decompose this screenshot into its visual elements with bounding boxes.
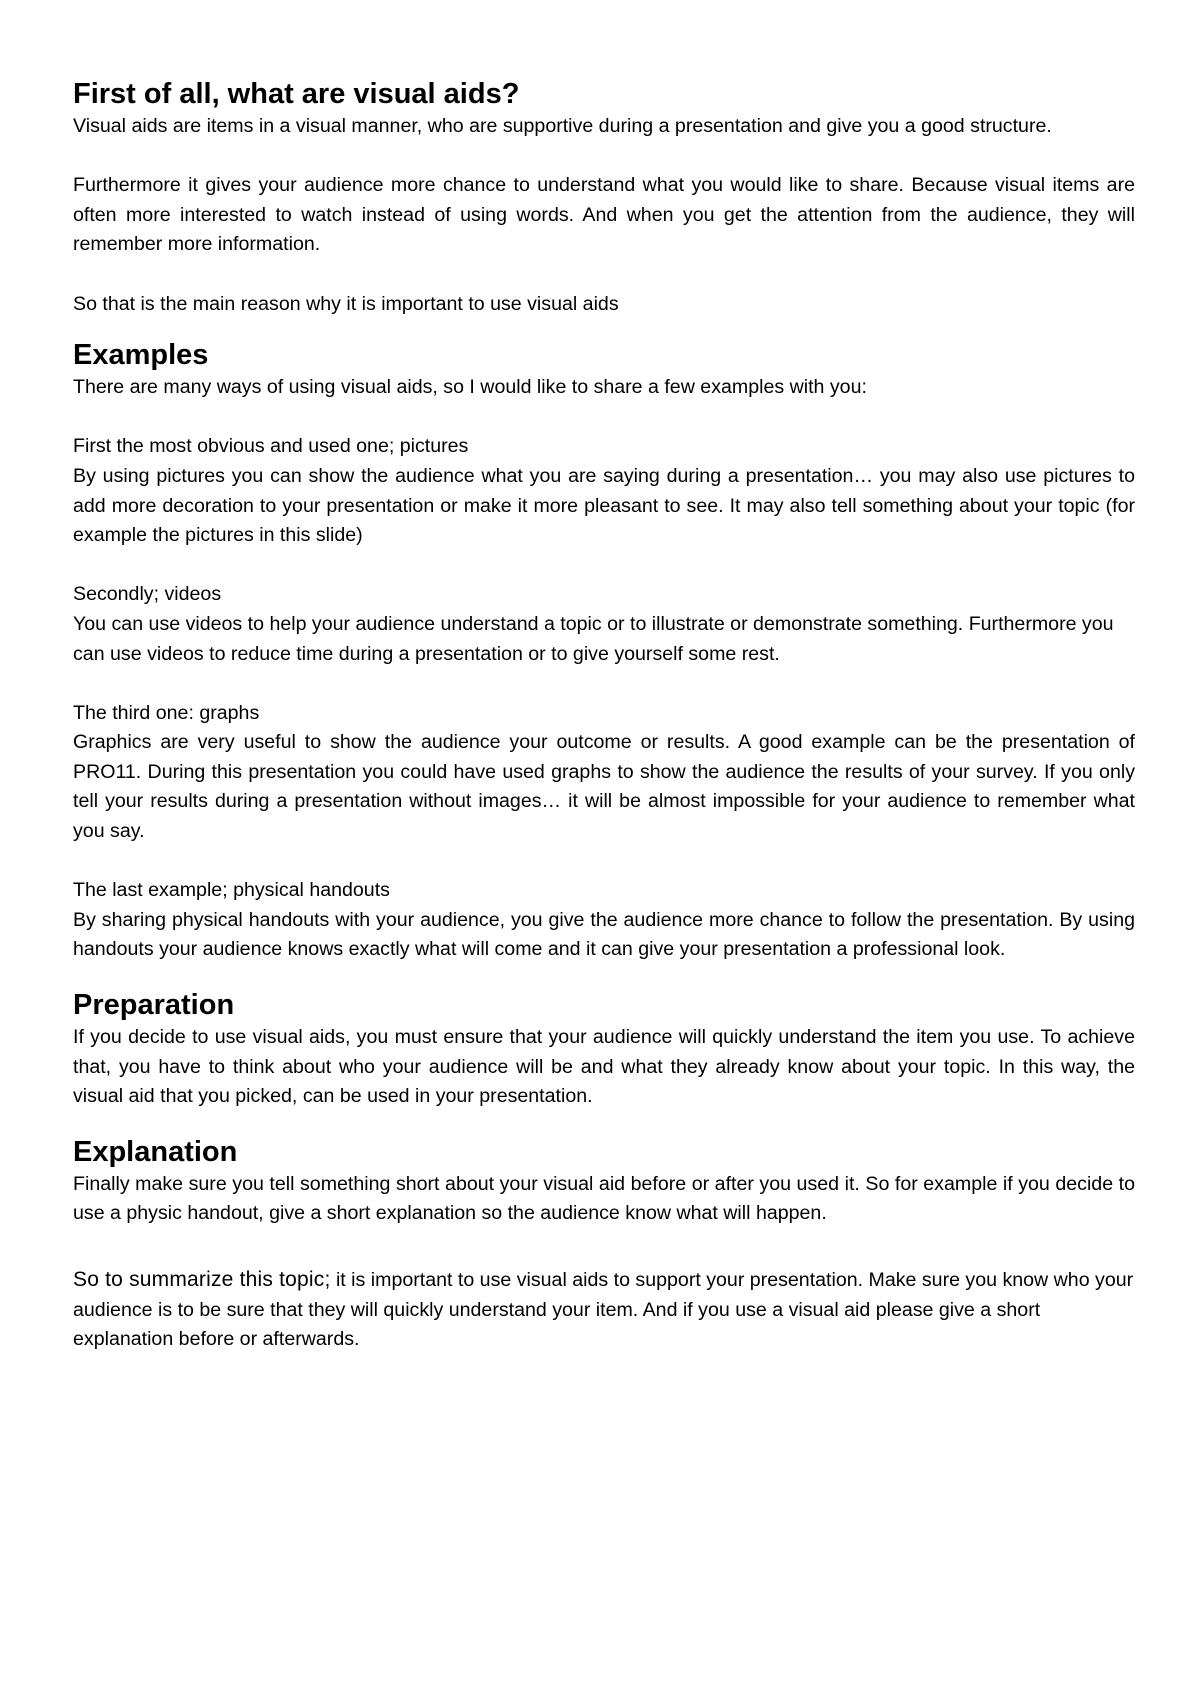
- example-title-videos: Secondly; videos: [73, 583, 222, 606]
- summary-lead: So to summarize this topic;: [73, 1268, 331, 1291]
- example-title-graphs: The third one: graphs: [73, 701, 260, 724]
- paragraph-definition: Visual aids are items in a visual manner, who are supportive during a presentation and give you a good structure.: [73, 115, 1052, 137]
- example-body-pictures: By using pictures you can show the audience what you are saying during a presentation… you may also use pictures to add more decoration to your presentation or make it more pleasant to see. It may also tell something about your topic (for example the pictures in this slide): [73, 464, 1135, 547]
- paragraph-summary: [73, 1265, 1135, 1355]
- example-body-videos: You can use videos to help your audience understand a topic or to illustrate or demonstrate something. Furthermore you can use videos to reduce time during a presentation or to give yourself some rest.: [73, 612, 1114, 665]
- paragraph-main-reason: So that is the main reason why it is important to use visual aids: [73, 292, 619, 315]
- example-title-handouts: The last example; physical handouts: [73, 879, 390, 902]
- summary-body: it is important to use visual aids to support your presentation. Make sure you know who your audience is to be sure that they will quickly understand your item. And if you use a visual aid please give a short explanation before or afterwards.: [73, 1269, 1134, 1351]
- example-title-pictures: First the most obvious and used one; pictures: [73, 435, 469, 458]
- paragraph-furthermore: Furthermore it gives your audience more chance to understand what you would like to share. Because visual items are often more interested to watch instead of using words. And when you get the attention from the audience, they will remember more information.: [73, 174, 1135, 256]
- section-heading-explanation: Explanation: [73, 1135, 238, 1168]
- paragraph-examples-intro: There are many ways of using visual aids, so I would like to share a few examples with you:: [73, 376, 867, 399]
- example-body-handouts: By sharing physical handouts with your audience, you give the audience more chance to follow the presentation. By using handouts your audience knows exactly what will come and it can give your presentation a professional look.: [73, 908, 1135, 961]
- paragraph-preparation: If you decide to use visual aids, you must ensure that your audience will quickly understand the item you use. To achieve that, you have to think about who your audience will be and what they already know about your topic. In this way, the visual aid that you picked, can be used in your presentation.: [73, 1026, 1135, 1108]
- paragraph-explanation: Finally make sure you tell something short about your visual aid before or after you used it. So for example if you decide to use a physic handout, give a short explanation so the audience know what will happen.: [73, 1172, 1135, 1225]
- document-page: [73, 76, 1135, 1355]
- section-heading-preparation: Preparation: [73, 989, 235, 1022]
- section-heading-visual-aids: First of all, what are visual aids?: [73, 78, 520, 110]
- section-heading-examples: Examples: [73, 339, 209, 372]
- example-body-graphs: Graphics are very useful to show the audience your outcome or results. A good example can be the presentation of PRO11. During this presentation you could have used graphs to show the audience the results of your survey. If you only tell your results during a presentation without images… it will be almost impossible for your audience to remember what you say.: [73, 731, 1135, 843]
